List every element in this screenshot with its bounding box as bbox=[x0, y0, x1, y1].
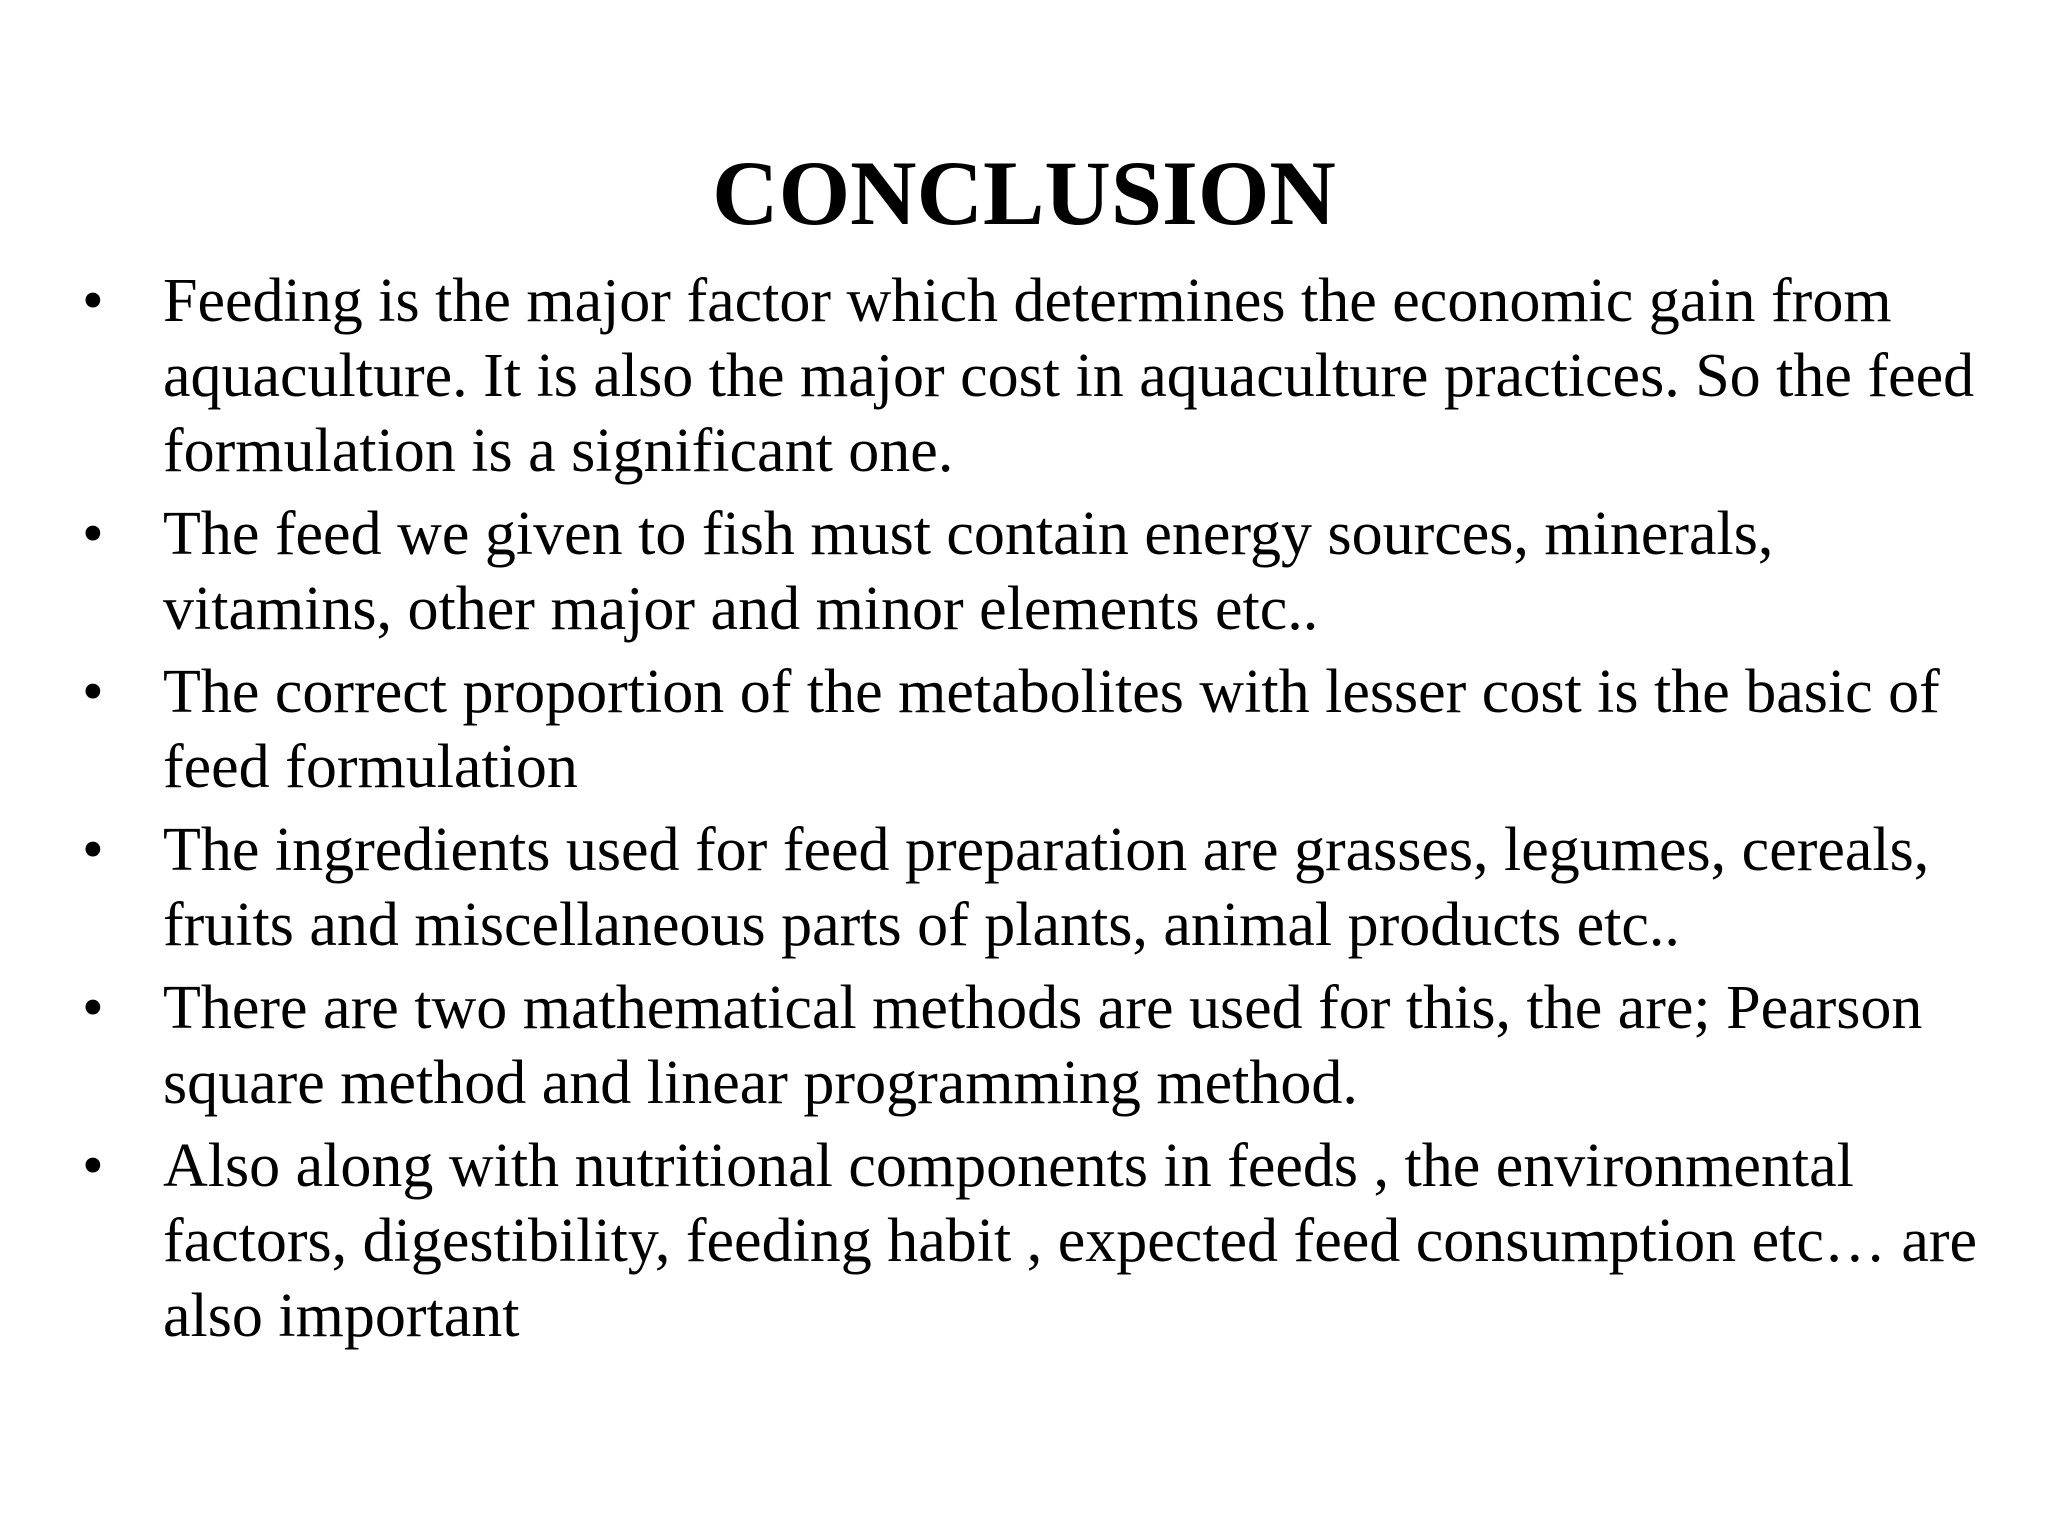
bullet-marker: • bbox=[82, 500, 104, 568]
bullet-marker: • bbox=[82, 1132, 104, 1200]
bullet-text: There are two mathematical methods are used for this, the are; Pearson square method and linear programming method. bbox=[163, 974, 1923, 1117]
bullet-text: Also along with nutritional components in feeds , the environmental factors, digestibility, feeding habit , expected feed consumption etc… are also important bbox=[163, 1132, 1978, 1350]
bullet-text: Feeding is the major factor which determines the economic gain from aquaculture. It is also the major cost in aquaculture practices. So the feed formulation is a significant one. bbox=[163, 267, 1975, 485]
bullet-marker: • bbox=[82, 658, 104, 726]
bullet-item bbox=[82, 264, 1982, 489]
slide-title: CONCLUSION bbox=[712, 142, 1336, 244]
bullet-text: The ingredients used for feed preparation are grasses, legumes, cereals, fruits and miscellaneous parts of plants, animal products etc.. bbox=[163, 816, 1930, 959]
bullet-item bbox=[82, 655, 1982, 805]
bullet-text: The feed we given to fish must contain energy sources, minerals, vitamins, other major and minor elements etc.. bbox=[163, 500, 1774, 643]
bullet-marker: • bbox=[82, 974, 104, 1042]
bullet-item bbox=[82, 971, 1982, 1121]
bullet-item bbox=[82, 497, 1982, 647]
bullet-marker: • bbox=[82, 816, 104, 884]
bullet-marker: • bbox=[82, 267, 104, 335]
bullet-item bbox=[82, 813, 1982, 963]
bullet-text: The correct proportion of the metabolites with lesser cost is the basic of feed formulation bbox=[163, 658, 1940, 801]
bullet-list bbox=[82, 264, 1982, 1362]
bullet-item bbox=[82, 1129, 1982, 1354]
